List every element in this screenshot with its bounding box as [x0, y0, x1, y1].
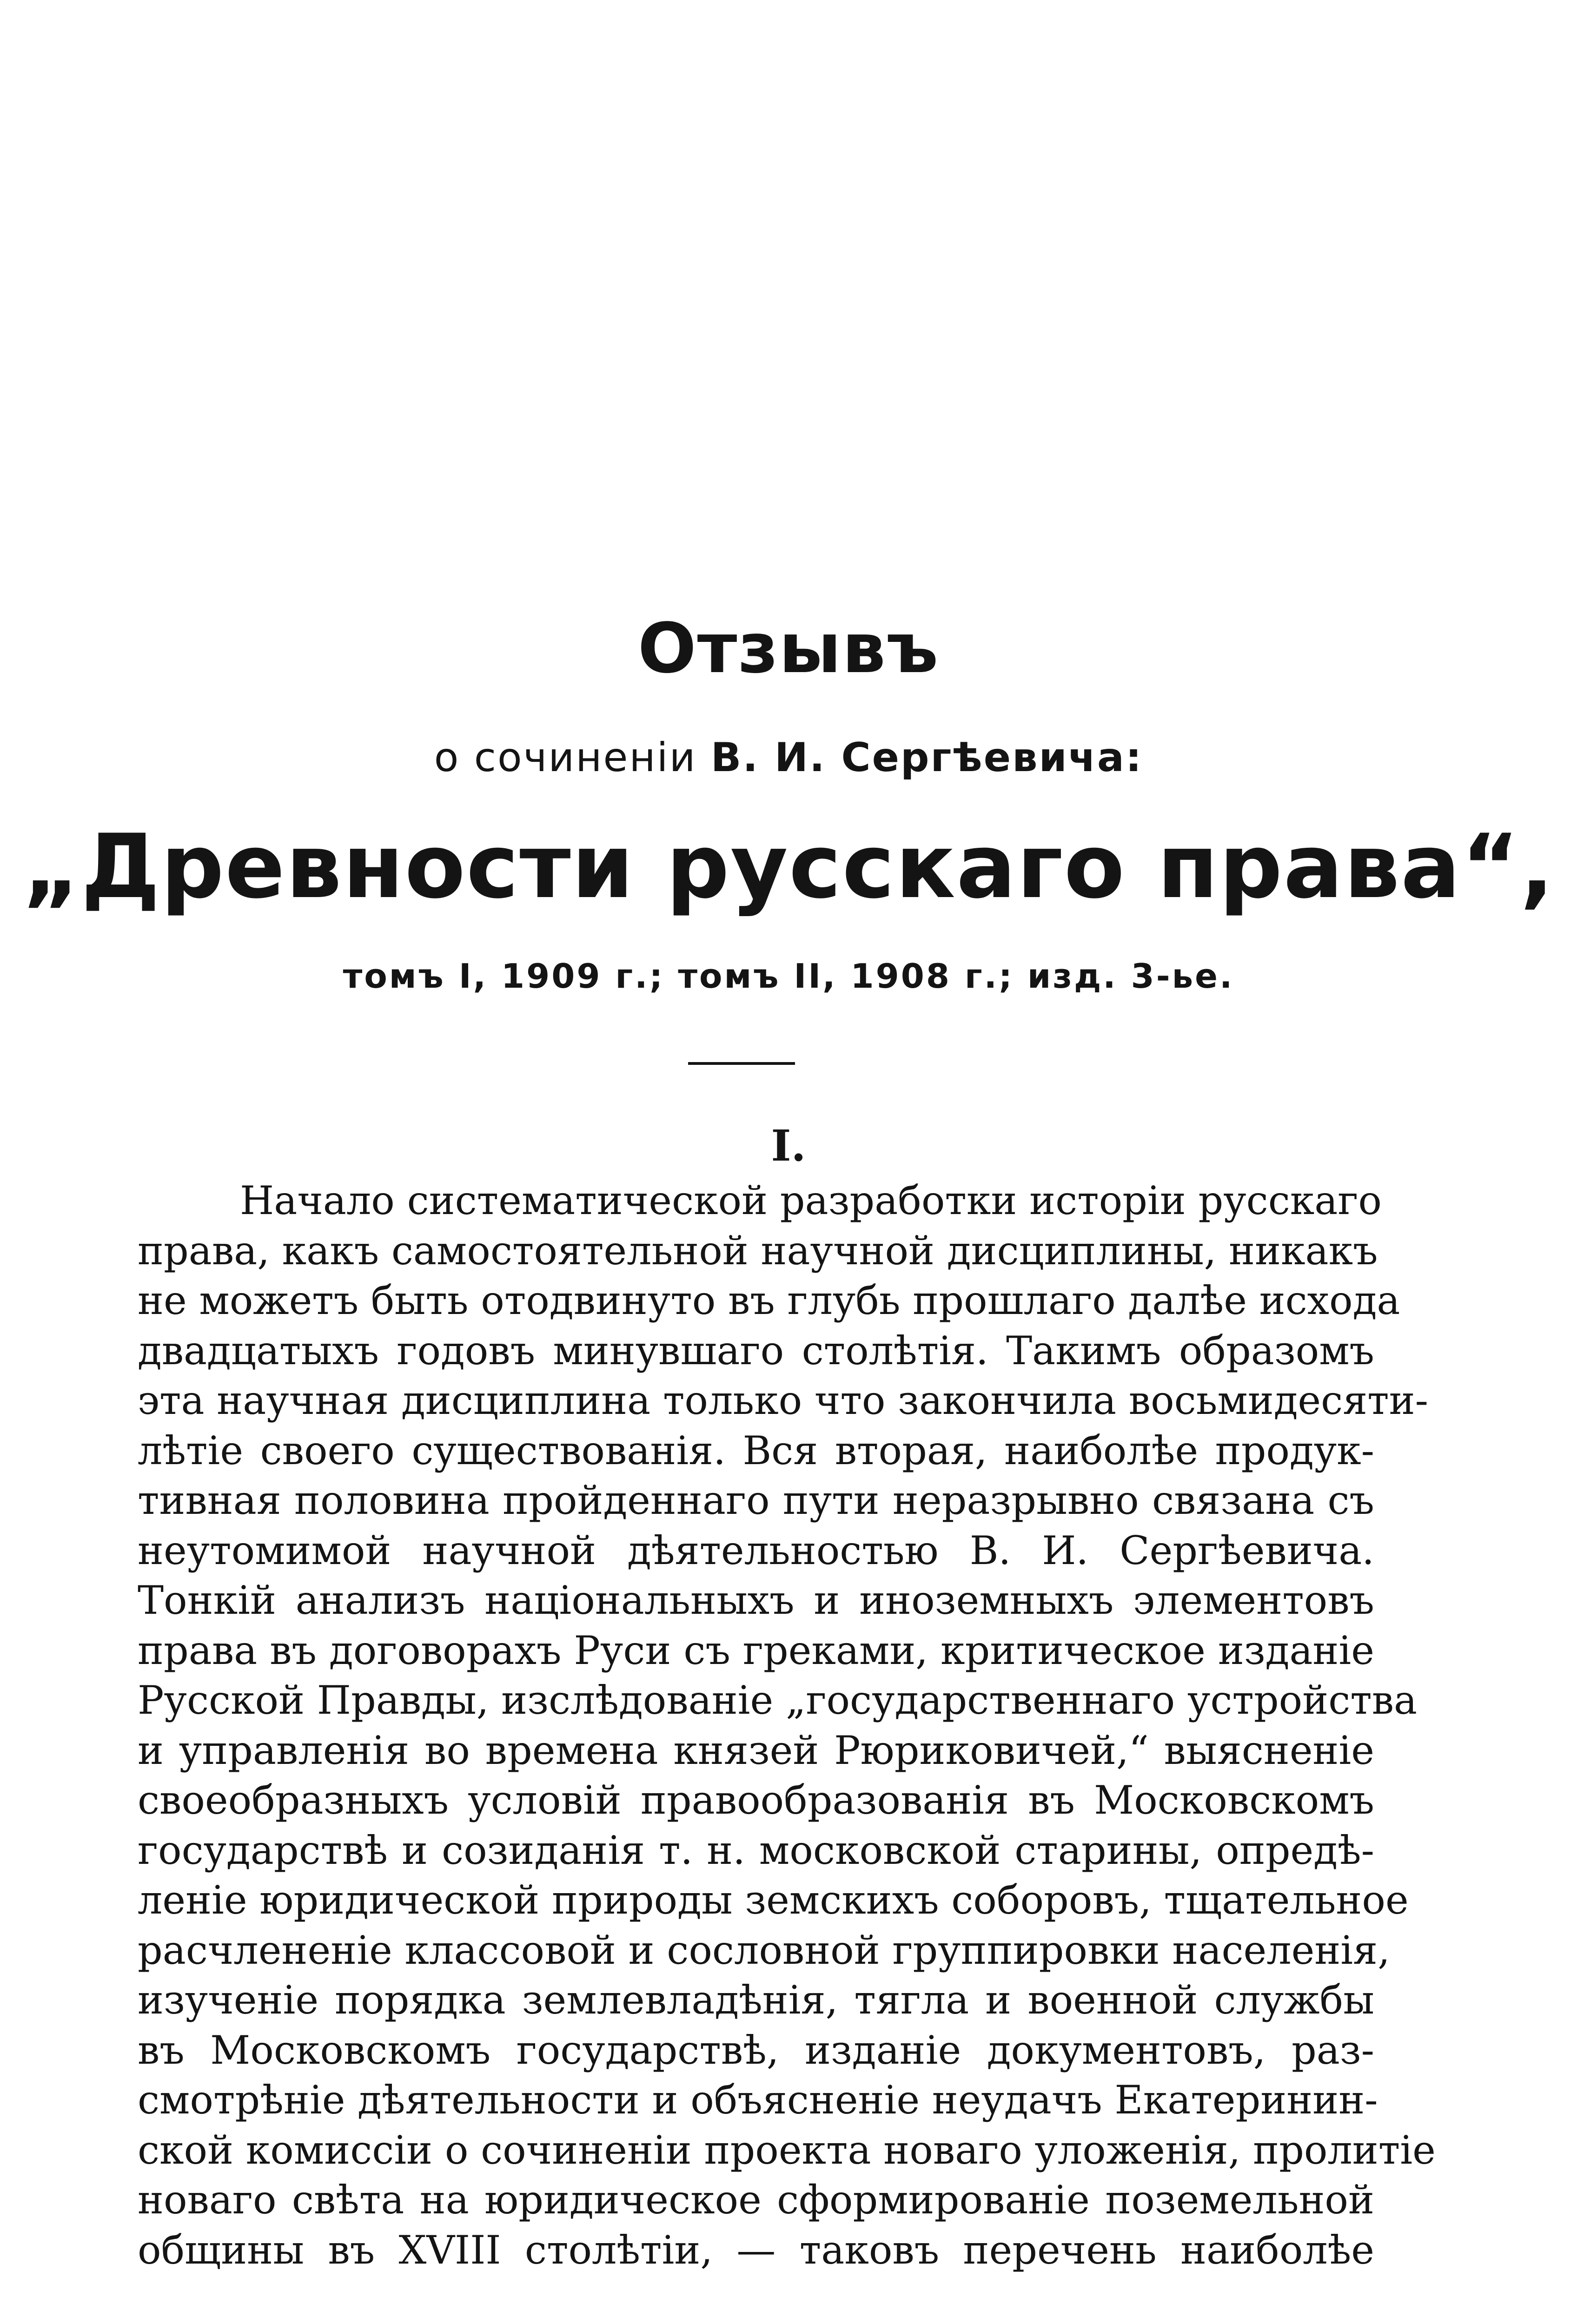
- review-title: Отзывъ: [637, 608, 940, 688]
- subtitle-prefix: о сочиненіи: [434, 734, 697, 781]
- text-line: права, какъ самостоятельной научной дисциплины, никакъ: [138, 1228, 1378, 1274]
- work-title: „Древности русскаго права“,: [22, 815, 1555, 918]
- edition-info: томъ I, 1909 г.; томъ II, 1908 г.; изд. 3-ье.: [343, 957, 1234, 996]
- text-line: государствѣ и созиданія т. н. московской старины, опредѣ-: [138, 1827, 1374, 1873]
- text-line: права въ договорахъ Руси съ греками, критическое изданіе: [138, 1627, 1374, 1673]
- text-line: въ Московскомъ государствѣ, изданіе документовъ, раз-: [138, 2027, 1374, 2073]
- text-line: лѣтіе своего существованія. Вся вторая, наиболѣе продук-: [138, 1427, 1374, 1473]
- review-subtitle: [0, 730, 1577, 786]
- text-line: леніе юридической природы земскихъ соборовъ, тщательное: [138, 1877, 1409, 1923]
- text-line: Начало систематической разработки исторіи русскаго: [240, 1178, 1382, 1223]
- text-line: Русской Правды, изслѣдованіе „государственнаго устройства: [138, 1677, 1418, 1723]
- text-line: расчлененіе классовой и сословной группировки населенія,: [138, 1927, 1390, 1973]
- text-line: смотрѣніе дѣятельности и объясненіе неудачъ Екатеринин-: [138, 2077, 1378, 2123]
- text-line: ской комиссіи о сочиненіи проекта новаго уложенія, пролитіе: [138, 2127, 1436, 2173]
- text-line: своеобразныхъ условій правообразованія въ Московскомъ: [138, 1777, 1374, 1823]
- text-line: Тонкій анализъ національныхъ и иноземныхъ элементовъ: [138, 1578, 1374, 1623]
- text-line: двадцатыхъ годовъ минувшаго столѣтія. Такимъ образомъ: [138, 1327, 1374, 1373]
- text-line: тивная половина пройденнаго пути неразрывно связана съ: [138, 1478, 1374, 1523]
- text-line: изученіе порядка землевладѣнія, тягла и военной службы: [138, 1977, 1374, 2023]
- text-line: и управленія во времена князей Рюриковичей,“ выясненіе: [138, 1727, 1374, 1773]
- text-line: эта научная дисциплина только что закончила восьмидесяти-: [138, 1378, 1429, 1423]
- subtitle-author: В. И. Сергѣевича:: [710, 734, 1143, 781]
- text-line: общины въ XVIII столѣтіи, — таковъ перечень наиболѣе: [138, 2227, 1374, 2273]
- text-line: неутомимой научной дѣятельностью В. И. Сергѣевича.: [138, 1527, 1374, 1573]
- section-divider: [688, 1062, 795, 1065]
- text-line: новаго свѣта на юридическое сформированіе поземельной: [138, 2177, 1374, 2223]
- section-number: I.: [771, 1121, 806, 1171]
- body-paragraph: [138, 1176, 1436, 2275]
- text-line: не можетъ быть отодвинуто въ глубь прошлаго далѣе исхода: [138, 1278, 1400, 1323]
